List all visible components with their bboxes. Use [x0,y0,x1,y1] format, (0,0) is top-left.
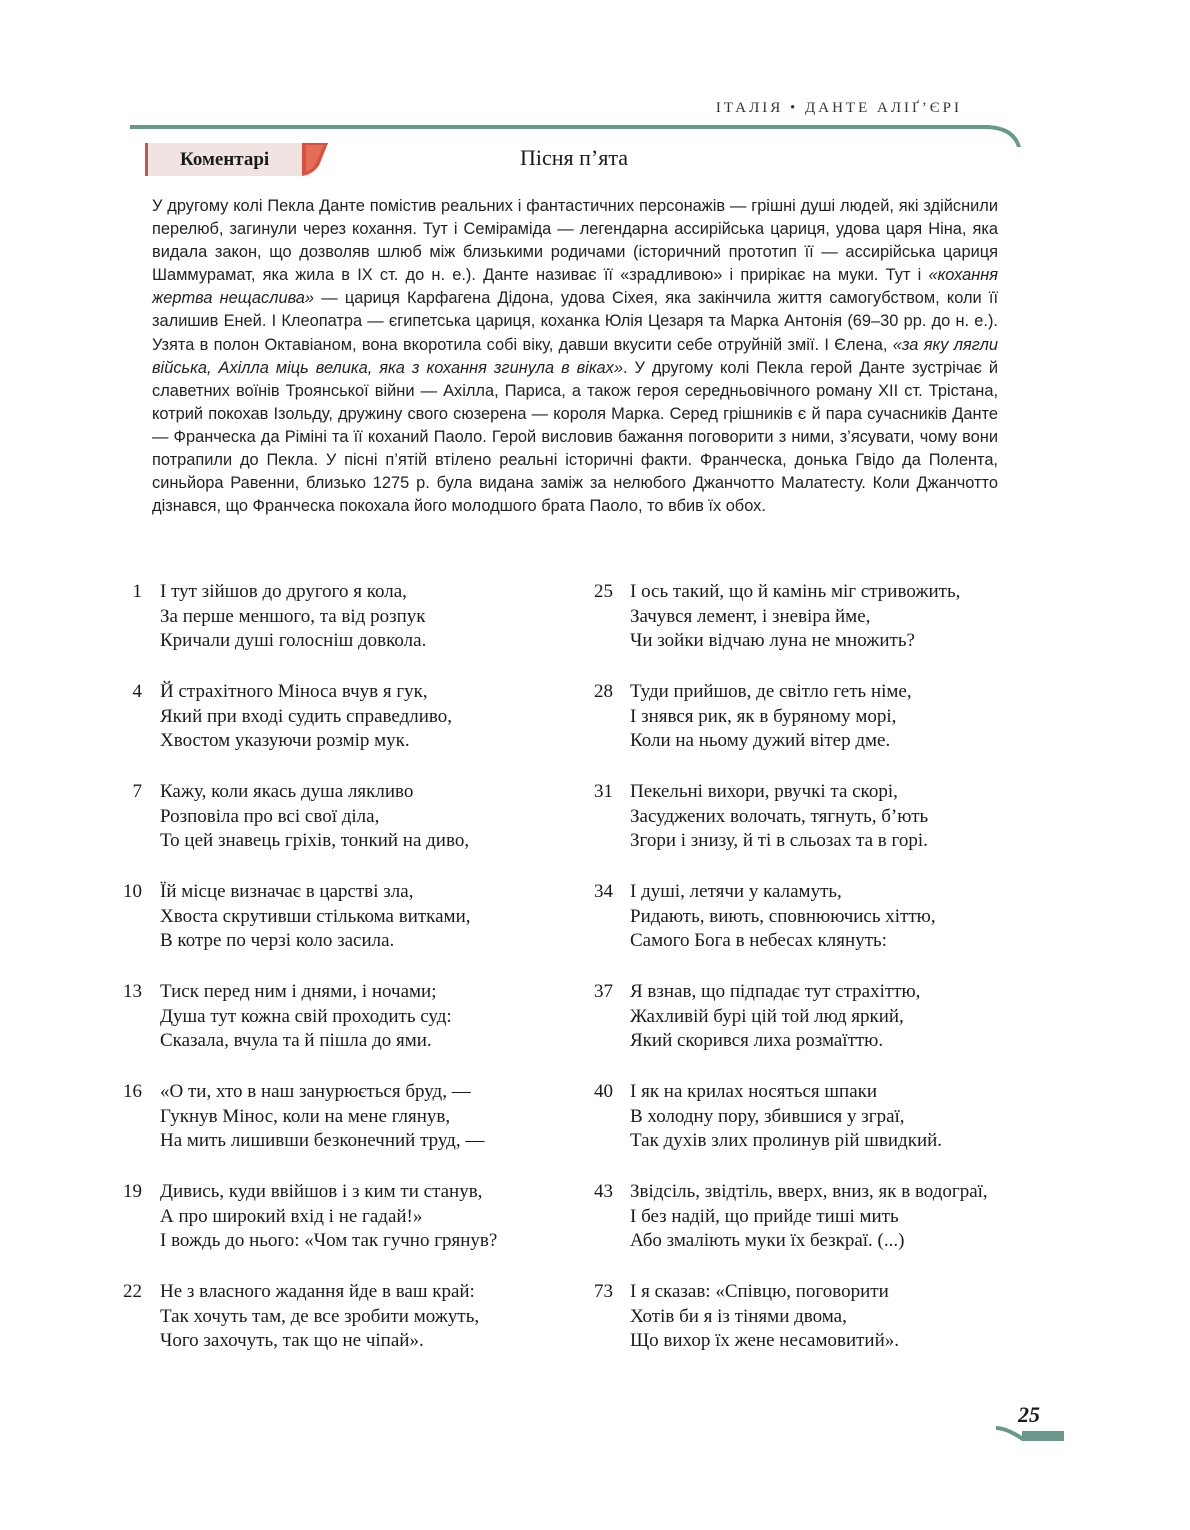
page-number: 25 [1018,1402,1040,1427]
verse-line: А про широкий вхід і не гадай!» [160,1205,423,1227]
verse-line: Туди прийшов, де світло геть німе, [630,681,912,702]
verse-line: І вождь до нього: «Чом так гучно грянув? [160,1230,498,1251]
stanza [578,1180,1018,1280]
verse-line: Дивись, куди ввійшов і з ким ти станув, [160,1181,483,1202]
verse-line: Так духів злих пролинув рій швидкий. [630,1130,943,1151]
verse-line: І знявся рик, як в буряному морі, [630,705,897,727]
stanza-line-number: 43 [594,1181,613,1202]
verse-line: І як на крилах носяться шпаки [630,1081,878,1102]
header-rule-curve [985,125,1025,155]
stanza [578,680,1018,780]
commentary-flag-icon [302,143,328,177]
stanza-line-number: 37 [594,981,613,1002]
commentary-segment: — цариця Карфагена Дідона, удова Сіхея, яка закінчила життя самогубством, коли її залишив Еней. І Клеопатра — єгипетська цариця, коханка Юлія Цезаря та Марка Антонія (69–30 рр. до н. е.). Узята в полон Октавіаном, вона вкоротила собі віку, давши вкусити себе отруйній змії. І Єлена, [152,289,998,354]
commentary-quote: «за яку лягли війська, Ахілла міць велика, яка з кохання згинула в віках» [152,335,998,377]
verse-line: Самого Бога в небесах клянуть: [630,930,887,951]
commentary-segment: . У другому колі Пекла герой Данте зустрічає й славетних воїнів Троянської війни — Ахілла, Париса, а також героя середньовічного роману XII ст. Трістана, котрий покохав Ізольду, дружину свого сюзерена — короля Марка. Серед грішників є й пара сучасників Данте — Франческа да Ріміні та її коханий Паоло. Герой висловив бажання поговорити з ними, з’ясувати, чому вони потрапили до Пекла. У пісні п’ятій втілено реальні історичні факти. Франческа, донька Гвідо да Полента, синьйора Равенни, близько 1275 р. була видана заміж за нелюбого Джанчотто Малатесту. Коли Джанчотто дізнався, що Франческа покохала його молодшого брата Паоло, то вбив їх обох. [152,358,998,516]
stanza [578,780,1018,880]
footer-rule [1022,1431,1064,1441]
stanza-line-number: 16 [123,1081,142,1102]
stanza-line-number: 28 [594,681,613,702]
verse-line: Який скорився лиха розмаїттю. [630,1030,884,1051]
verse-line: Звідсіль, звідтіль, вверх, вниз, як в водограї, [630,1181,988,1202]
stanza [112,680,542,780]
verse-line: Хвоста скрутивши стількома витками, [160,905,471,927]
verse-line: Ридають, виють, сповнюючись хіттю, [630,905,936,927]
verse-line: І тут зійшов до другого я кола, [160,581,407,602]
verse-line: Душа тут кожна свій проходить суд: [160,1005,452,1027]
verse-line: Тиск перед ним і днями, і ночами; [160,981,437,1002]
commentary-label: Коментарі [145,143,310,176]
verse-line: І душі, летячи у каламуть, [630,881,842,902]
stanza-line-number: 7 [132,781,142,802]
verse-line: Який при вході судить справедливо, [160,705,452,727]
stanza-line-number: 31 [594,781,613,802]
verse-line: Зачувся лемент, і зневіра йме, [630,605,871,627]
verse-line: Сказала, вчула та й пішла до ями. [160,1030,432,1051]
commentary-segment: У другому колі Пекла Данте помістив реальних і фантастичних персонажів — грішні душі людей, які здійснили перелюб, загинули через кохання. Тут і Семіраміда — легендарна ассирійська цариця, удова царя Ніна, яка видала закон, що дозволяв шлюб між близькими родичами (історичний прототип її — ассирійська цариця Шаммурамат, яка жила в IX ст. до н. е.). Данте називає її «зрадливою» і прирікає на муки. Тут і [152,197,998,285]
commentary-quote: «кохання жертва нещаслива» [152,266,998,308]
stanza [578,1280,1018,1380]
verse-line: Хвостом указуючи розмір мук. [160,730,410,751]
stanza [112,1280,542,1380]
verse-line: І ось такий, що й камінь міг стривожить, [630,581,961,602]
verse-line: Або змаліють муки їх безкраї. (...) [630,1230,905,1251]
stanza-line-number: 22 [123,1281,142,1302]
stanza [578,880,1018,980]
header-rule [130,125,990,129]
stanza [112,580,542,680]
stanza-line-number: 34 [594,881,613,902]
verse-line: Я взнав, що підпадає тут страхіттю, [630,981,921,1002]
stanza-line-number: 1 [132,581,142,602]
running-head: ІТАЛІЯ • ДАНТЕ АЛІҐ’ЄРІ [715,100,962,116]
verse-line: Чи зойки відчаю луна не множить? [630,630,915,651]
verse-line: Що вихор їх жене несамовитий». [630,1330,899,1351]
verse-line: Гукнув Мінос, коли на мене глянув, [160,1105,451,1127]
stanza [112,980,542,1080]
poem-column-left [112,580,542,1380]
verse-line: В холодну пору, збившися у зграї, [630,1105,905,1127]
verse-line: Кричали душі голосніш довкола. [160,630,427,651]
verse-line: І я сказав: «Співцю, поговорити [630,1281,889,1302]
stanza [112,880,542,980]
verse-line: Кажу, коли якась душа лякливо [160,781,414,802]
verse-line: І без надій, що прийде тиші мить [630,1205,899,1227]
poem-column-right [578,580,1018,1380]
verse-line: Не з власного жадання йде в ваш край: [160,1281,475,1302]
song-title: Пісня п’ята [520,145,629,170]
stanza-line-number: 25 [594,581,613,602]
verse-line: Їй місце визначає в царстві зла, [160,881,414,902]
verse-line: Так хочуть там, де все зробити можуть, [160,1305,480,1327]
stanza [112,1180,542,1280]
stanza [578,580,1018,680]
verse-line: В котре по черзі коло засила. [160,930,395,951]
stanza-line-number: 40 [594,1081,613,1102]
commentary-text [152,195,998,518]
verse-line: На мить лишивши безконечний труд, — [160,1130,485,1151]
verse-line: Засуджених волочать, тягнуть, б’ють [630,805,929,827]
verse-line: Чого захочуть, так що не чіпай». [160,1330,424,1351]
stanza [578,1080,1018,1180]
verse-line: Згори і знизу, й ті в сльозах та в горі. [630,830,928,851]
stanza [578,980,1018,1080]
stanza-line-number: 4 [132,681,142,702]
verse-line: За перше меншого, та від розпук [160,605,426,627]
stanza [112,780,542,880]
verse-line: Жахливій бурі цій той люд яркий, [630,1005,904,1027]
verse-line: Пекельні вихори, рвучкі та скорі, [630,781,898,802]
stanza-line-number: 19 [123,1181,142,1202]
stanza-line-number: 13 [123,981,142,1002]
verse-line: «О ти, хто в наш занурюється бруд, — [160,1081,471,1102]
verse-line: Коли на ньому дужий вітер дме. [630,730,891,751]
stanza-line-number: 10 [123,881,142,902]
verse-line: Хотів би я із тінями двома, [630,1305,847,1327]
verse-line: Й страхітного Міноса вчув я гук, [160,681,428,702]
verse-line: Розповіла про всі свої діла, [160,805,380,827]
stanza [112,1080,542,1180]
verse-line: То цей знавець гріхів, тонкий на диво, [160,830,470,851]
stanza-line-number: 73 [594,1281,613,1302]
